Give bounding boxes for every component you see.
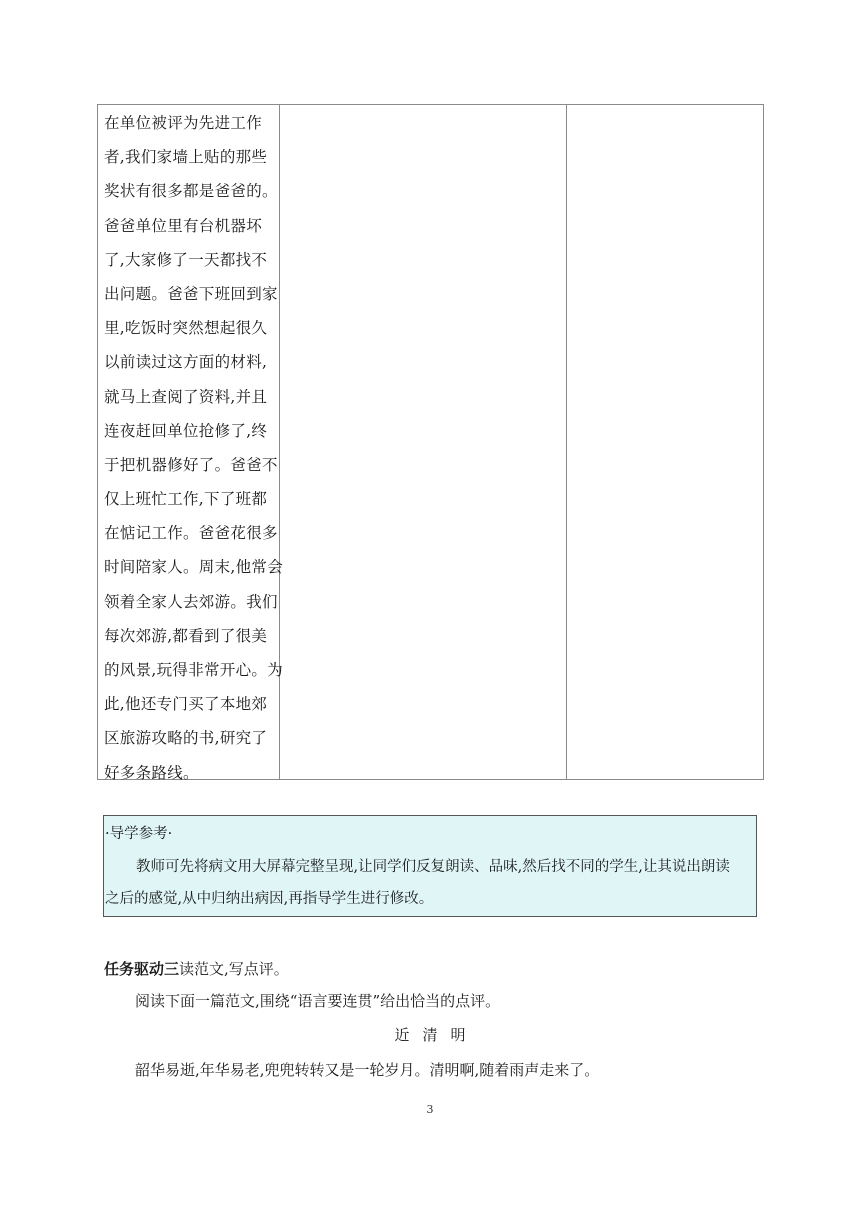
table-text-line: 的风景,玩得非常开心。为 <box>104 661 284 679</box>
table-text-line: 好多条路线。 <box>104 763 199 782</box>
page-number: 3 <box>426 1103 434 1116</box>
task-label: 任务驱动三 <box>104 960 180 978</box>
essay-title: 近清明 <box>394 1026 479 1044</box>
table-text-line: 领着全家人去郊游。我们 <box>104 592 278 611</box>
table-cell-empty-middle <box>280 105 567 779</box>
table-text-line: 于把机器修好了。爸爸不 <box>104 455 278 474</box>
table-text-line: 连夜赶回单位抢修了,终 <box>104 421 268 440</box>
guide-reference-box <box>103 815 757 917</box>
table-cell-empty-right <box>567 105 763 779</box>
table-text-line: 此,他还专门买了本地郊 <box>104 695 268 714</box>
table-text-line: 爸爸单位里有台机器坏 <box>104 216 263 235</box>
table-text-line: 每次郊游,都看到了很美 <box>104 626 268 645</box>
task-heading <box>104 958 289 980</box>
table-text-line: 了,大家修了一天都找不 <box>104 250 268 269</box>
guide-text-line-1: 教师可先将病文用大屏幕完整呈现,让同学们反复朗读、品味,然后找不同的学生,让其说出朗读 <box>136 859 730 875</box>
table-text-line: 出问题。爸爸下班回到家 <box>104 284 278 303</box>
table-text-line: 仅上班忙工作,下了班都 <box>104 490 268 509</box>
table-text-line: 在惦记工作。爸爸花很多 <box>104 524 278 543</box>
content-table <box>97 104 764 780</box>
guide-text-line-2: 之后的感觉,从中归纳出病因,再指导学生进行修改。 <box>105 891 434 907</box>
task-instruction: 阅读下面一篇范文,围绕“语言要连贯”给出恰当的点评。 <box>135 992 501 1010</box>
table-text-line: 在单位被评为先进工作 <box>104 114 263 132</box>
table-text-line: 奖状有很多都是爸爸的。 <box>104 182 278 201</box>
table-text-line: 者,我们家墙上贴的那些 <box>104 148 268 167</box>
guide-title: ·导学参考· <box>105 826 173 842</box>
table-text-line: 区旅游攻略的书,研究了 <box>104 729 268 748</box>
table-text-line: 以前读过这方面的材料, <box>104 353 268 372</box>
task-text: 读范文,写点评。 <box>179 960 289 978</box>
table-text-line: 时间陪家人。周末,他常会 <box>104 558 284 577</box>
essay-first-paragraph: 韶华易逝,年华易老,兜兜转转又是一轮岁月。清明啊,随着雨声走来了。 <box>135 1061 600 1079</box>
table-text-line: 里,吃饭时突然想起很久 <box>104 319 268 338</box>
table-cell-text <box>98 105 284 782</box>
table-cell-lines <box>104 105 284 790</box>
table-text-line: 就马上查阅了资料,并且 <box>104 387 268 406</box>
